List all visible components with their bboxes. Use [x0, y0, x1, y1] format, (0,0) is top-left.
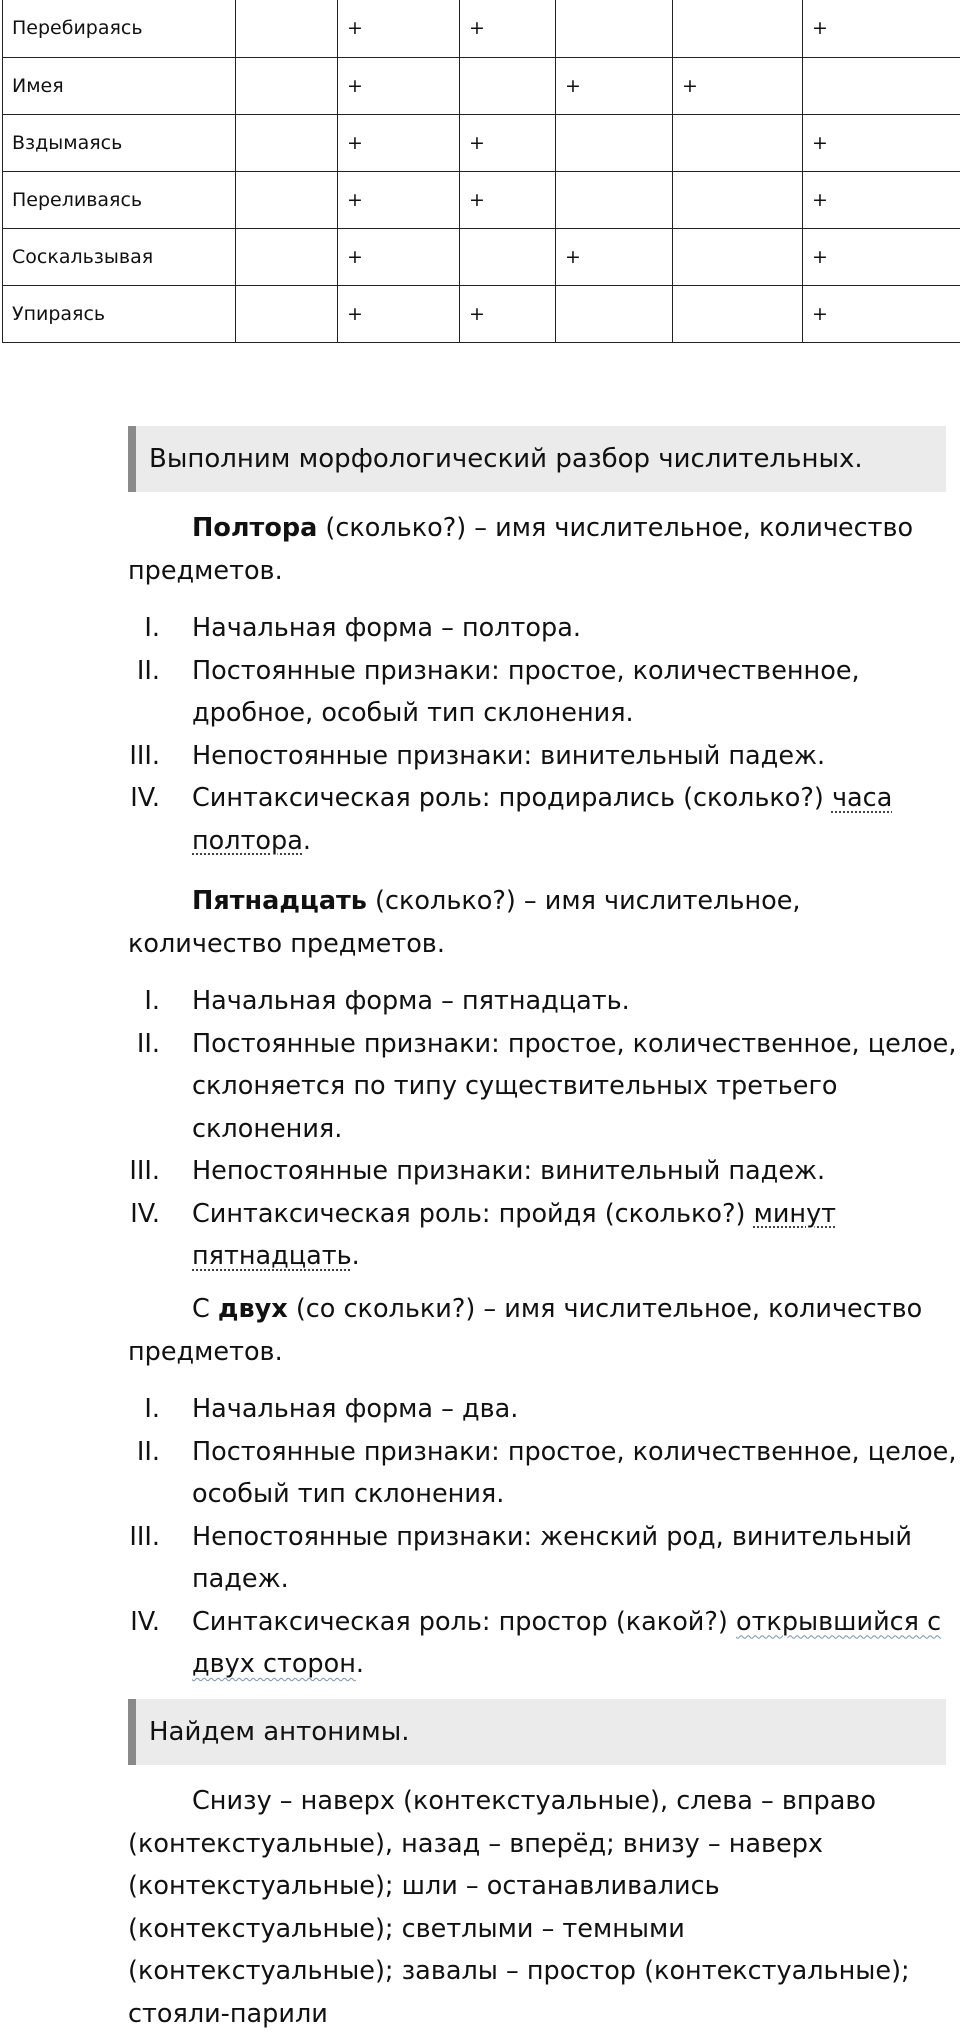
analyzed-word: двух: [218, 1294, 288, 1324]
list-text: Постоянные признаки: простое, количественное, дробное, особый тип склонения.: [192, 656, 860, 729]
list-text: Синтаксическая роль: простор (какой?): [192, 1607, 736, 1637]
list-number: I.: [128, 1388, 160, 1431]
intro-text: (со скольки?) – имя числительное, количество предметов.: [128, 1294, 922, 1367]
table-cell: [556, 114, 673, 171]
list-text: Постоянные признаки: простое, количественное, целое, особый тип склонения.: [192, 1437, 956, 1510]
table-cell: [673, 114, 803, 171]
table-cell: [236, 57, 338, 114]
table-row: [3, 228, 960, 285]
list-item: [128, 1431, 958, 1516]
table-cell: +: [338, 171, 460, 228]
table-cell: [460, 228, 556, 285]
list-text: Начальная форма – пятнадцать.: [192, 986, 630, 1016]
list-text-end: .: [356, 1649, 364, 1679]
analysis-intro: [128, 880, 958, 965]
list-item: [128, 650, 958, 735]
table-cell: +: [338, 285, 460, 342]
list-item: [128, 1193, 958, 1278]
table-cell: +: [338, 228, 460, 285]
list-number: IV.: [128, 1601, 160, 1644]
analysis-list: [128, 607, 958, 862]
section-heading-antonyms: Найдем антонимы.: [128, 1699, 946, 1765]
section-heading-numerals: Выполним морфологический разбор числительных.: [128, 426, 946, 492]
list-number: I.: [128, 607, 160, 650]
list-item: [128, 1388, 958, 1431]
table-cell: +: [556, 57, 673, 114]
list-number: II.: [128, 1431, 160, 1474]
table-cell: +: [803, 0, 960, 57]
analyzed-word: Пятнадцать: [192, 886, 367, 916]
list-item: [128, 607, 958, 650]
antonyms-paragraph: Снизу – наверх (контекстуальные), слева – вправо (контекстуальные), назад – вперёд; внизу – наверх (контекстуальные); шли – останавливались (контекстуальные); светлыми – темными (контекстуальные); завалы – простор (контекстуальные); стояли-парили: [128, 1780, 958, 2035]
list-text-end: .: [352, 1241, 360, 1271]
table-cell: +: [338, 114, 460, 171]
analysis-list: [128, 980, 958, 1278]
table-row: [3, 57, 960, 114]
list-text: Постоянные признаки: простое, количественное, целое, склоняется по типу существительных третьего склонения.: [192, 1029, 956, 1144]
table-cell: [460, 57, 556, 114]
table-cell: +: [803, 285, 960, 342]
list-text: Непостоянные признаки: женский род, винительный падеж.: [192, 1522, 912, 1595]
table-cell-word: Вздымаясь: [3, 114, 236, 171]
table-cell: [673, 171, 803, 228]
list-text: Синтаксическая роль: пройдя (сколько?): [192, 1199, 754, 1229]
table-cell: [673, 0, 803, 57]
analysis-intro: [128, 1288, 958, 1373]
list-item: [128, 735, 958, 778]
list-text: Начальная форма – два.: [192, 1394, 518, 1424]
list-number: IV.: [128, 777, 160, 820]
table-cell: +: [338, 57, 460, 114]
list-number: III.: [128, 1150, 160, 1193]
list-text: Синтаксическая роль: продирались (сколько?): [192, 783, 832, 813]
table-cell: +: [460, 114, 556, 171]
list-number: III.: [128, 735, 160, 778]
table-cell-word: Имея: [3, 57, 236, 114]
syntactic-phrase: часа полтора: [192, 783, 892, 856]
table-row: [3, 0, 960, 57]
table-cell: +: [460, 0, 556, 57]
list-text-end: .: [303, 826, 311, 856]
table-cell-word: Соскальзывая: [3, 228, 236, 285]
table-row: [3, 114, 960, 171]
participle-table: [2, 0, 960, 343]
list-number: IV.: [128, 1193, 160, 1236]
analyzed-word: Полтора: [192, 513, 317, 543]
table-cell-word: Перебираясь: [3, 0, 236, 57]
list-text: Непостоянные признаки: винительный падеж.: [192, 1156, 825, 1186]
list-number: II.: [128, 1023, 160, 1066]
table-cell: [673, 228, 803, 285]
list-text: Начальная форма – полтора.: [192, 613, 581, 643]
table-cell: +: [673, 57, 803, 114]
table-cell: +: [556, 228, 673, 285]
table-cell: [803, 57, 960, 114]
list-item: [128, 777, 958, 862]
table-row: [3, 285, 960, 342]
table-cell: [556, 171, 673, 228]
table-cell: +: [803, 114, 960, 171]
analysis-list: [128, 1388, 958, 1686]
intro-prefix: С: [192, 1294, 218, 1324]
list-number: I.: [128, 980, 160, 1023]
list-item: [128, 1601, 958, 1686]
table-cell: +: [338, 0, 460, 57]
analysis-intro: [128, 507, 958, 592]
table-cell: [236, 171, 338, 228]
list-item: [128, 1150, 958, 1193]
list-text: Непостоянные признаки: винительный падеж.: [192, 741, 825, 771]
table-cell: +: [460, 285, 556, 342]
syntactic-phrase: минут пятнадцать: [192, 1199, 836, 1272]
list-item: [128, 1023, 958, 1151]
table-cell: [236, 228, 338, 285]
table-cell: +: [803, 228, 960, 285]
table-cell: [673, 285, 803, 342]
syntactic-phrase: открывшийся с двух сторон: [192, 1607, 941, 1680]
table-row: [3, 171, 960, 228]
list-number: III.: [128, 1516, 160, 1559]
intro-text: (сколько?) – имя числительное, количество предметов.: [128, 513, 913, 586]
intro-text: (сколько?) – имя числительное, количество предметов.: [128, 886, 801, 959]
table-cell-word: Упираясь: [3, 285, 236, 342]
table-cell: [236, 285, 338, 342]
table-cell: [236, 114, 338, 171]
list-item: [128, 980, 958, 1023]
table-cell-word: Переливаясь: [3, 171, 236, 228]
list-number: II.: [128, 650, 160, 693]
table-cell: +: [803, 171, 960, 228]
table-cell: [556, 285, 673, 342]
list-item: [128, 1516, 958, 1601]
table-cell: +: [460, 171, 556, 228]
table-cell: [236, 0, 338, 57]
table-cell: [556, 0, 673, 57]
